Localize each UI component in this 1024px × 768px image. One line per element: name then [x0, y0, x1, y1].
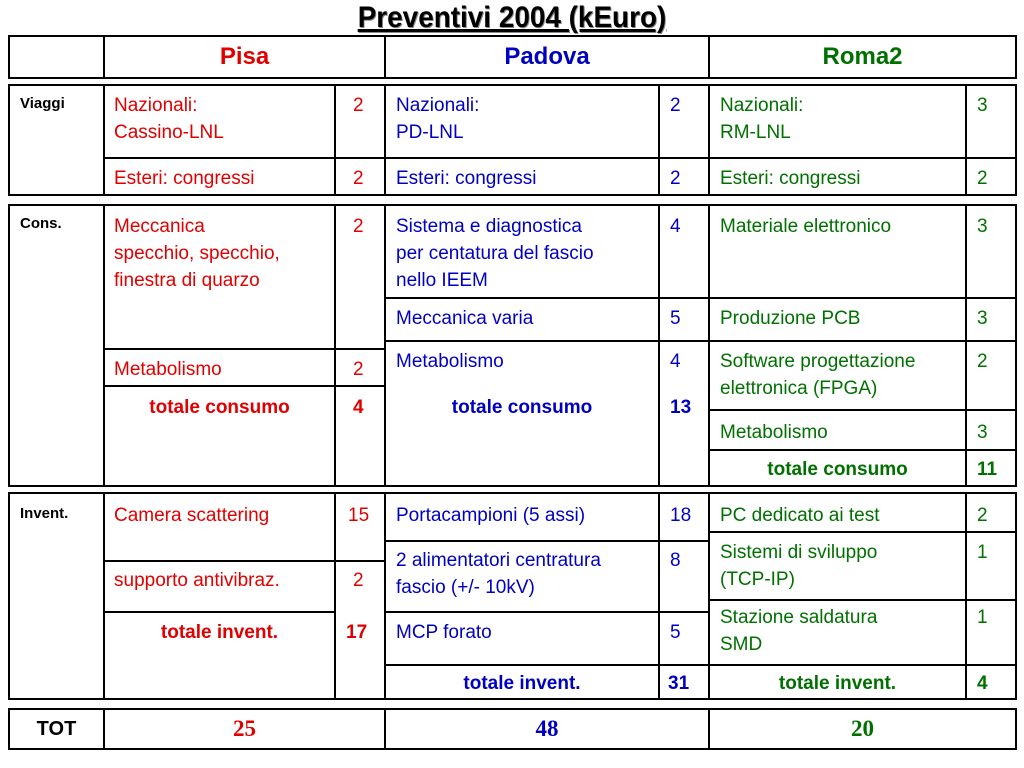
- invent-padova-total-label: totale invent.: [463, 673, 581, 694]
- viaggi-pisa-value: 2: [353, 95, 364, 116]
- tot-pisa: 25: [233, 716, 256, 741]
- invent-padova-item: Portacampioni (5 assi): [396, 505, 586, 526]
- cons-pisa-total-label: totale consumo: [149, 397, 290, 418]
- viaggi-roma2-value: 3: [977, 95, 988, 116]
- invent-roma2-value: 1: [977, 607, 988, 628]
- viaggi-section: [8, 84, 1017, 196]
- cons-padova-total-label: totale consumo: [451, 397, 593, 418]
- cons-roma2-item: Software progettazione elettronica (FPGA): [720, 351, 916, 399]
- cons-roma2-item: Materiale elettronico: [720, 216, 892, 237]
- viaggi-padova-item: Nazionali: PD-LNL: [396, 95, 480, 143]
- viaggi-label: Viaggi: [20, 95, 65, 112]
- cons-pisa-total: 4: [353, 397, 364, 418]
- invent-pisa-item: supporto antivibraz.: [114, 570, 280, 591]
- cons-roma2-item: Metabolismo: [720, 422, 828, 443]
- page-title: Preventivi 2004 (kEuro): [357, 1, 667, 34]
- header-padova: Padova: [504, 43, 590, 70]
- invent-section: [8, 492, 1017, 700]
- viaggi-pisa-item: Nazionali: Cassino-LNL: [114, 95, 224, 143]
- tot-roma2: 20: [851, 716, 874, 741]
- cons-padova-value: 5: [670, 308, 681, 329]
- cons-padova-item: Sistema e diagnostica per centatura del fascio nello IEEM: [396, 216, 594, 291]
- viaggi-roma2-value: 2: [977, 168, 988, 189]
- cons-roma2-value: 3: [977, 422, 988, 443]
- viaggi-roma2-item: Nazionali: RM-LNL: [720, 95, 804, 143]
- tot-padova: 48: [535, 716, 559, 741]
- invent-padova-value: 5: [670, 622, 681, 643]
- cons-roma2-value: 3: [977, 216, 988, 237]
- invent-padova-total: 31: [668, 673, 690, 694]
- cons-roma2-item: Produzione PCB: [720, 308, 861, 329]
- invent-pisa-total: 17: [346, 622, 368, 643]
- cons-roma2-total-label: totale consumo: [767, 459, 908, 480]
- cons-section: [8, 204, 1017, 487]
- viaggi-roma2-item: Esteri: congressi: [720, 168, 861, 189]
- invent-padova-item: MCP forato: [396, 622, 492, 643]
- cons-roma2-total: 11: [977, 459, 998, 480]
- cons-padova-value: 4: [670, 216, 681, 237]
- cons-padova-total: 13: [670, 397, 692, 418]
- cons-pisa-value: 2: [353, 216, 364, 237]
- invent-label: Invent.: [20, 505, 69, 522]
- cons-label: Cons.: [20, 215, 62, 232]
- invent-roma2-item: PC dedicato ai test: [720, 505, 880, 526]
- invent-roma2-value: 1: [977, 542, 988, 563]
- invent-roma2-item: Sistemi di sviluppo (TCP-IP): [720, 542, 878, 590]
- invent-roma2-value: 2: [977, 505, 988, 526]
- cons-pisa-item: Meccanica specchio, specchio, finestra di quarzo: [114, 216, 280, 291]
- invent-pisa-value: 15: [348, 505, 370, 526]
- cons-padova-value: 4: [670, 351, 681, 372]
- cons-padova-item: Meccanica varia: [396, 308, 534, 329]
- cons-pisa-item: Metabolismo: [114, 359, 222, 380]
- header-row: [8, 35, 1017, 79]
- invent-roma2-total: 4: [977, 673, 988, 694]
- invent-pisa-item: Camera scattering: [114, 505, 270, 526]
- cons-pisa-value: 2: [353, 359, 364, 380]
- invent-pisa-total-label: totale invent.: [160, 622, 279, 643]
- invent-roma2-item: Stazione saldatura SMD: [720, 607, 878, 655]
- viaggi-padova-value: 2: [670, 168, 681, 189]
- invent-padova-value: 18: [670, 505, 692, 526]
- header-pisa: Pisa: [219, 43, 270, 70]
- viaggi-padova-value: 2: [670, 95, 681, 116]
- viaggi-pisa-value: 2: [353, 168, 364, 189]
- viaggi-padova-item: Esteri: congressi: [396, 168, 537, 189]
- cons-padova-item: Metabolismo: [396, 351, 504, 372]
- invent-padova-value: 8: [670, 550, 681, 571]
- cons-roma2-value: 2: [977, 351, 988, 372]
- tot-row: [8, 708, 1017, 750]
- tot-label: TOT: [36, 717, 77, 740]
- invent-pisa-value: 2: [353, 570, 364, 591]
- header-roma2: Roma2: [822, 43, 903, 70]
- invent-roma2-total-label: totale invent.: [778, 673, 897, 694]
- cons-roma2-value: 3: [977, 308, 988, 329]
- invent-padova-item: 2 alimentatori centratura fascio (+/- 10kV): [396, 550, 601, 598]
- viaggi-pisa-item: Esteri: congressi: [114, 168, 255, 189]
